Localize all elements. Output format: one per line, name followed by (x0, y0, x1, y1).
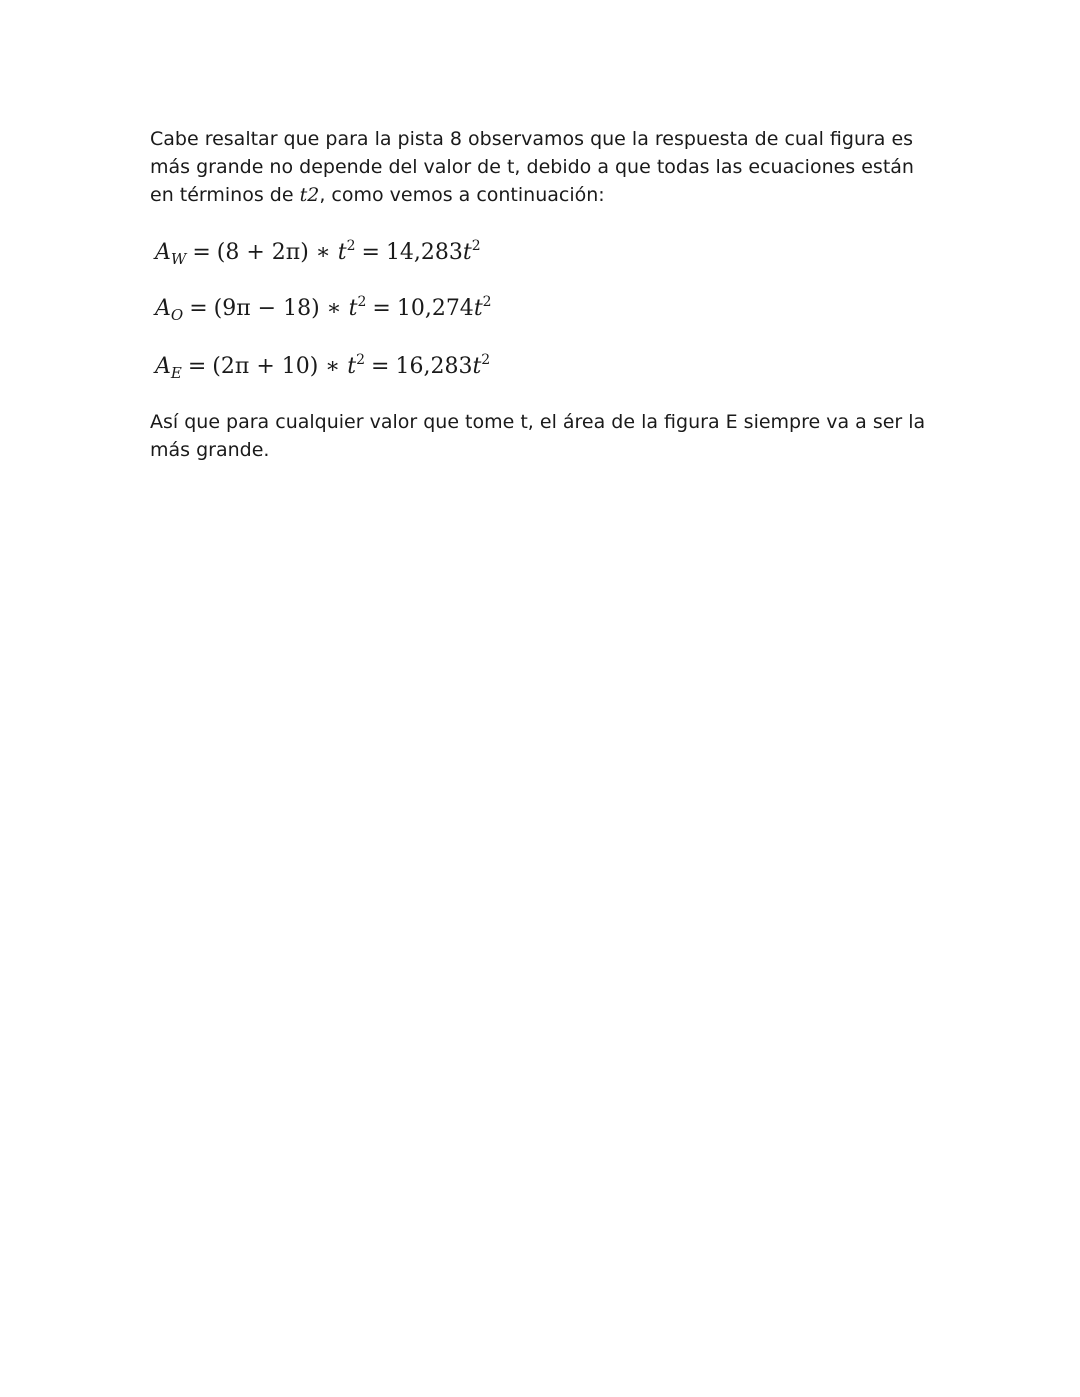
equals-sign: = (371, 354, 390, 379)
equation-subscript: W (170, 250, 187, 268)
equation-expression: (8 + 2π) ∗ (216, 240, 338, 265)
equation-result-t: t (462, 240, 472, 265)
equals-sign: = (372, 296, 391, 321)
equation-result-t: t (473, 296, 483, 321)
equation-exponent: 2 (357, 294, 367, 310)
equation-exponent: 2 (346, 238, 356, 254)
equation-t: t (348, 296, 358, 321)
conclusion-paragraph: Así que para cualquier valor que tome t, el área de la figura E siempre va a ser la más grande. (150, 411, 926, 461)
equation-result-exponent: 2 (482, 294, 492, 310)
intro-text-end: , como vemos a continuación: (319, 184, 605, 206)
equals-sign: = (189, 296, 208, 321)
equation-area-w (155, 231, 481, 274)
equation-t: t (347, 354, 357, 379)
intro-text: Cabe resaltar que para la pista 8 observamos que la respuesta de cual figura es más grande no depende del valor de t, debido a que todas las ecuaciones están en términos de (150, 128, 914, 206)
equation-subscript: E (170, 364, 182, 382)
equation-result: 14,283 (385, 240, 463, 265)
equation-result-t: t (472, 354, 482, 379)
equation-variable: A (155, 354, 171, 379)
equation-area-e (155, 345, 490, 388)
equation-area-o (155, 287, 492, 330)
equation-result-exponent: 2 (481, 352, 491, 368)
equation-expression: (2π + 10) ∗ (212, 354, 348, 379)
equation-result: 10,274 (396, 296, 474, 321)
intro-paragraph (150, 125, 940, 209)
equation-t: t (337, 240, 347, 265)
equation-expression: (9π − 18) ∗ (213, 296, 349, 321)
equation-variable: A (155, 240, 171, 265)
equation-variable: A (155, 296, 171, 321)
equation-result-exponent: 2 (471, 238, 481, 254)
equals-sign: = (192, 240, 211, 265)
equals-sign: = (187, 354, 207, 379)
equals-sign: = (361, 240, 380, 265)
equation-subscript: O (170, 306, 184, 324)
inline-math-term: t2 (299, 184, 320, 206)
equation-result: 16,283 (395, 354, 473, 379)
equation-exponent: 2 (356, 352, 366, 368)
